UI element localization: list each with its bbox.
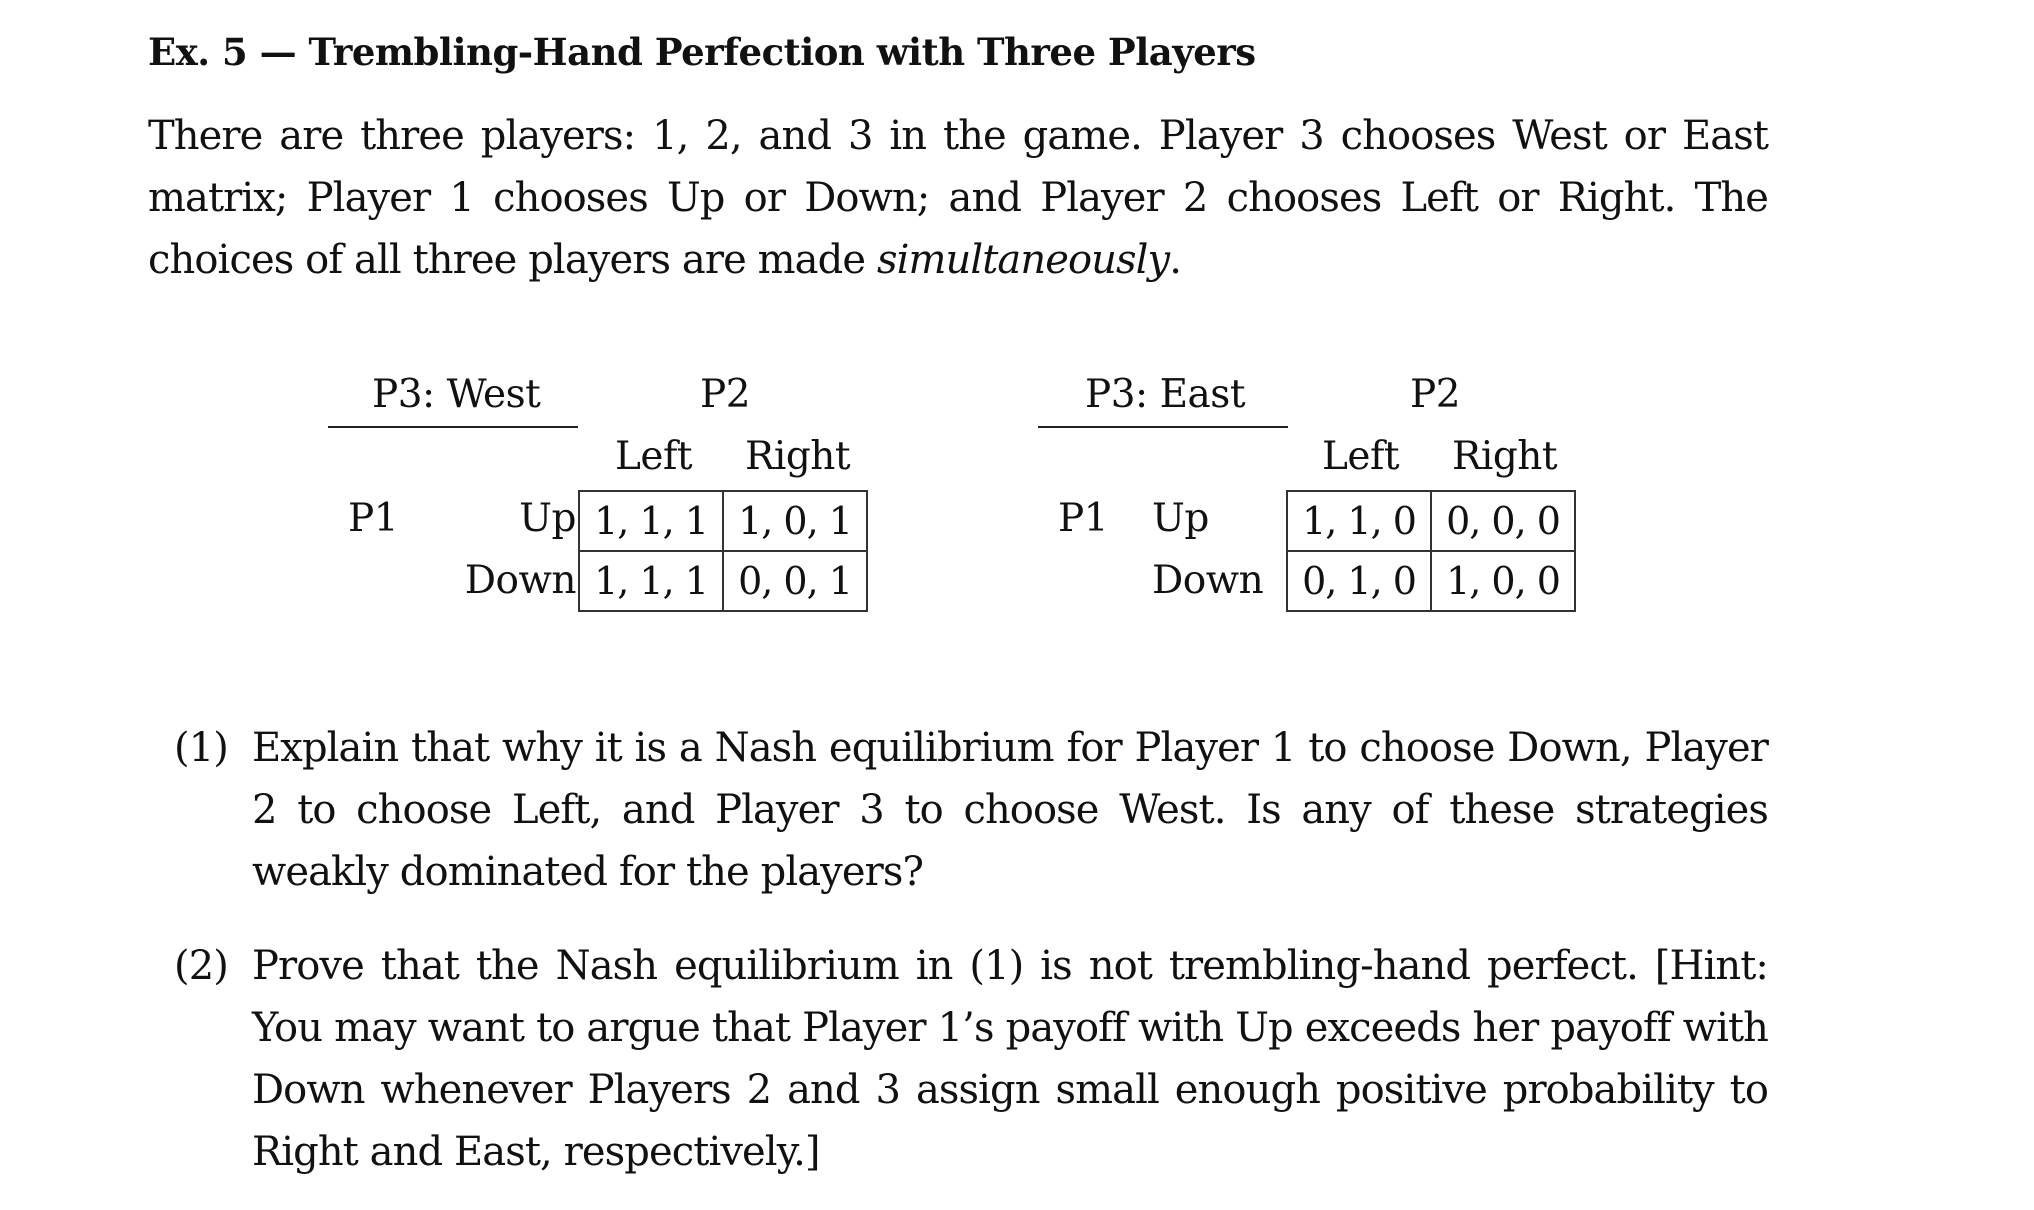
east-col-right: Right	[1452, 434, 1558, 479]
west-payoff-table	[578, 490, 868, 612]
intro-paragraph	[148, 105, 1768, 291]
west-row-up: Up	[519, 496, 576, 541]
east-row-player: P1	[1058, 496, 1109, 541]
intro-text: There are three players: 1, 2, and 3 in the game. Player 3 chooses West or East matrix; Player 1 chooses Up or Down; and Player 2 chooses Left or Right. The choices of all three players are made	[148, 113, 1768, 283]
west-row-down: Down	[464, 558, 576, 603]
west-col-left: Left	[615, 434, 693, 479]
west-header-rule	[328, 426, 578, 428]
east-payoff-table	[1286, 490, 1576, 612]
west-cell-down-left: 1, 1, 1	[579, 551, 723, 611]
east-cell-up-left: 1, 1, 0	[1287, 491, 1431, 551]
east-row-down: Down	[1152, 558, 1264, 603]
table-row	[579, 551, 867, 611]
east-header-rule	[1038, 426, 1288, 428]
west-cell-down-right: 0, 0, 1	[723, 551, 867, 611]
exercise-title: Ex. 5 — Trembling-Hand Perfection with Three Players	[148, 30, 1256, 74]
table-row	[1287, 491, 1575, 551]
west-cell-up-right: 1, 0, 1	[723, 491, 867, 551]
intro-period: .	[1169, 237, 1182, 283]
table-row	[1287, 551, 1575, 611]
east-col-left: Left	[1322, 434, 1400, 479]
question-2-number: (2)	[174, 943, 228, 989]
east-matrix-header: P3: East	[1085, 372, 1245, 417]
question-1-text: Explain that why it is a Nash equilibrium for Player 1 to choose Down, Player 2 to choose Left, and Player 3 to choose West. Is any of these strategies weakly dominated for the players?	[252, 725, 1768, 895]
east-cell-up-right: 0, 0, 0	[1431, 491, 1575, 551]
west-matrix	[320, 370, 920, 630]
west-matrix-header: P3: West	[372, 372, 541, 417]
east-cell-down-left: 0, 1, 0	[1287, 551, 1431, 611]
question-2-text: Prove that the Nash equilibrium in (1) is not trembling-hand perfect. [Hint: You may want to argue that Player 1’s payoff with Up exceeds her payoff with Down whenever Players 2 and 3 assign small enough positive probability to Right and East, respectively.]	[252, 943, 1768, 1175]
east-row-up: Up	[1152, 496, 1209, 541]
west-col-player: P2	[700, 372, 751, 417]
west-cell-up-left: 1, 1, 1	[579, 491, 723, 551]
east-cell-down-right: 1, 0, 0	[1431, 551, 1575, 611]
table-row	[579, 491, 867, 551]
intro-emphasis: simultaneously	[876, 237, 1170, 283]
east-col-player: P2	[1410, 372, 1461, 417]
east-matrix	[1030, 370, 1630, 630]
question-1-number: (1)	[174, 725, 228, 771]
west-row-player: P1	[348, 496, 399, 541]
west-col-right: Right	[745, 434, 851, 479]
